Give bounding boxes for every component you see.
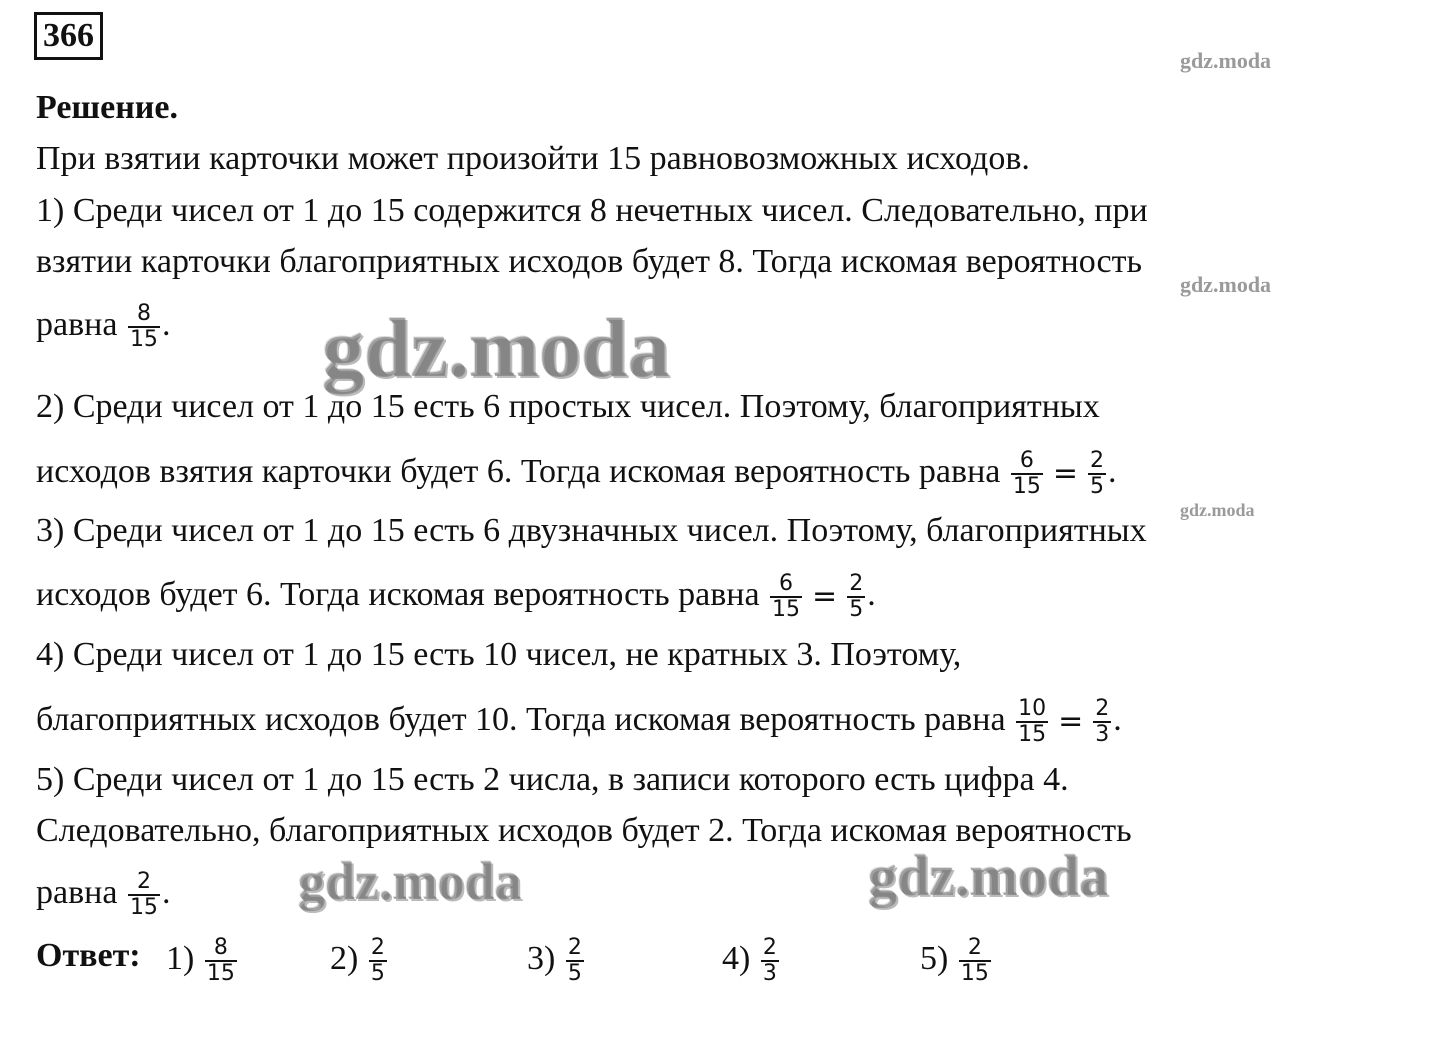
item2-fraction-a	[1011, 449, 1043, 499]
answer-item-3	[527, 936, 586, 986]
period: .	[1113, 700, 1122, 738]
item1-line3	[36, 302, 170, 352]
item3-line2	[36, 572, 876, 622]
fraction-denominator: 5	[1090, 474, 1104, 499]
answer-item-4	[722, 936, 781, 986]
task-number: 366	[34, 12, 103, 60]
fraction-denominator: 15	[129, 327, 158, 352]
item2-text: исходов взятия карточки будет 6. Тогда искомая вероятность равна	[36, 452, 1001, 490]
answer-fraction	[761, 936, 779, 986]
equals-sign: =	[1058, 704, 1084, 739]
fraction-numerator: 2	[849, 571, 864, 596]
answer-prefix: 3)	[527, 939, 556, 977]
fraction-numerator: 2	[1095, 696, 1110, 721]
fraction-denominator: 15	[1012, 474, 1041, 499]
fraction-denominator: 15	[1018, 722, 1047, 747]
intro-text: При взятии карточки может произойти 15 равновозможных исходов.	[36, 140, 1030, 177]
item2-fraction-b	[1088, 449, 1106, 499]
fraction-denominator: 5	[567, 961, 582, 986]
answer-prefix: 4)	[722, 939, 751, 977]
fraction-denominator: 5	[370, 961, 385, 986]
item1-line2: взятии карточки благоприятных исходов будет 8. Тогда искомая вероятность	[36, 243, 1143, 280]
watermark-small: gdz.moda	[1180, 500, 1255, 520]
fraction-denominator: 15	[206, 961, 235, 986]
fraction-numerator: 8	[213, 935, 228, 960]
solution-heading: Решение.	[36, 89, 178, 126]
answer-fraction	[959, 936, 991, 986]
item5-fraction	[128, 870, 160, 920]
period: .	[867, 575, 876, 613]
answer-item-2	[330, 936, 389, 986]
equals-sign: =	[812, 579, 838, 614]
item4-line1: 4) Среди чисел от 1 до 15 есть 10 чисел, не кратных 3. Поэтому,	[36, 636, 962, 673]
item3-line1: 3) Среди чисел от 1 до 15 есть 6 двузначных чисел. Поэтому, благоприятных	[36, 512, 1147, 549]
fraction-numerator: 2	[567, 935, 582, 960]
answer-prefix: 2)	[330, 939, 359, 977]
item3-fraction-a	[770, 572, 802, 622]
answer-prefix: 5)	[920, 939, 949, 977]
item4-line2	[36, 697, 1122, 747]
answer-fraction	[566, 936, 584, 986]
item5-equals-text: равна	[36, 873, 118, 911]
equals-sign: =	[1052, 456, 1078, 491]
fraction-numerator: 6	[779, 571, 794, 596]
watermark-small: gdz.moda	[1180, 272, 1272, 297]
fraction-denominator: 15	[772, 597, 801, 622]
watermark-large: gdz.moda	[868, 843, 1109, 908]
fraction-numerator: 2	[967, 935, 982, 960]
fraction-numerator: 8	[136, 301, 151, 326]
item5-line1: 5) Среди чисел от 1 до 15 есть 2 числа, в записи которого есть цифра 4.	[36, 761, 1069, 798]
fraction-numerator: 2	[370, 935, 385, 960]
answer-fraction	[369, 936, 387, 986]
fraction-numerator: 10	[1018, 696, 1047, 721]
item2-line2	[36, 449, 1117, 499]
item2-line1: 2) Среди чисел от 1 до 15 есть 6 простых чисел. Поэтому, благоприятных	[36, 388, 1100, 425]
item4-fraction-a	[1016, 697, 1048, 747]
fraction-denominator: 15	[960, 961, 989, 986]
answer-prefix: 1)	[166, 939, 195, 977]
fraction-numerator: 6	[1019, 448, 1034, 473]
watermark-large: gdz.moda	[322, 302, 670, 395]
fraction-numerator: 2	[136, 869, 151, 894]
item1-line1: 1) Среди чисел от 1 до 15 содержится 8 нечетных чисел. Следовательно, при	[36, 192, 1148, 229]
period: .	[161, 305, 171, 343]
item4-fraction-b	[1093, 697, 1111, 747]
fraction-denominator: 15	[129, 895, 158, 920]
answer-item-5	[920, 936, 993, 986]
period: .	[1108, 452, 1117, 490]
item5-line3	[36, 870, 170, 920]
watermark-small: gdz.moda	[1180, 48, 1272, 73]
item5-line2: Следовательно, благоприятных исходов будет 2. Тогда искомая вероятность	[36, 812, 1132, 849]
item1-fraction	[128, 302, 160, 352]
fraction-denominator: 5	[849, 597, 864, 622]
answer-fraction	[205, 936, 237, 986]
period: .	[161, 873, 171, 911]
watermark-large: gdz.moda	[298, 851, 522, 911]
fraction-denominator: 3	[762, 961, 777, 986]
item1-equals-text: равна	[36, 305, 118, 343]
fraction-numerator: 2	[1090, 448, 1104, 473]
item3-fraction-b	[847, 572, 865, 622]
answer-item-1	[166, 936, 239, 986]
item4-text: благоприятных исходов будет 10. Тогда искомая вероятность равна	[36, 700, 1006, 738]
item3-text: исходов будет 6. Тогда искомая вероятность равна	[36, 575, 760, 613]
fraction-denominator: 3	[1095, 722, 1110, 747]
answer-label: Ответ:	[36, 937, 141, 974]
fraction-numerator: 2	[762, 935, 777, 960]
